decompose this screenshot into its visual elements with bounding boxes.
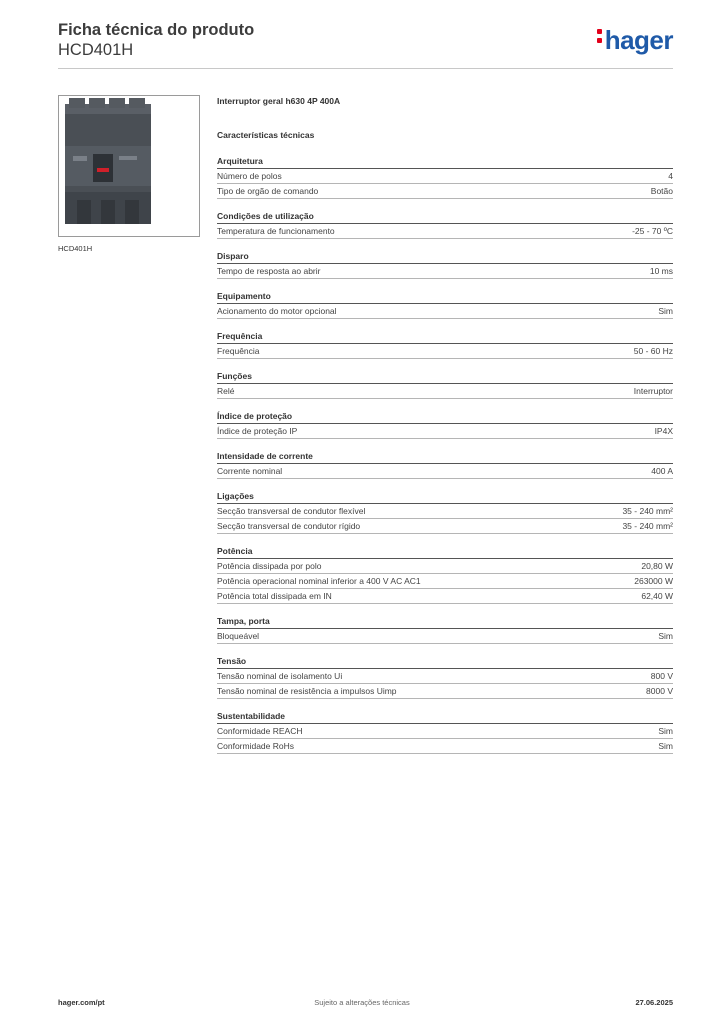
spec-group xyxy=(217,656,673,699)
product-reference: HCD401H xyxy=(58,41,134,59)
spec-group xyxy=(217,291,673,319)
spec-label: Acionamento do motor opcional xyxy=(217,305,337,316)
spec-value: IP4X xyxy=(654,425,673,436)
spec-row xyxy=(217,344,673,359)
spec-value: 800 V xyxy=(650,670,673,681)
spec-group xyxy=(217,371,673,399)
spec-row xyxy=(217,264,673,279)
spec-value: 400 A xyxy=(651,465,673,476)
spec-group-title: Disparo xyxy=(217,251,673,264)
spec-value: 35 - 240 mm² xyxy=(622,505,673,516)
spec-value: Sim xyxy=(658,740,673,751)
spec-group xyxy=(217,451,673,479)
spec-row xyxy=(217,504,673,519)
spec-group-title: Potência xyxy=(217,546,673,559)
spec-value: 20,80 W xyxy=(641,560,673,571)
spec-group xyxy=(217,711,673,754)
spec-row xyxy=(217,684,673,699)
spec-label: Tipo de orgão de comando xyxy=(217,185,319,196)
spec-value: 263000 W xyxy=(634,575,673,586)
spec-label: Secção transversal de condutor rígido xyxy=(217,520,361,531)
spec-label: Tensão nominal de resistência a impulsos Uimp xyxy=(217,685,397,696)
spec-row xyxy=(217,224,673,239)
spec-value: 50 - 60 Hz xyxy=(633,345,673,356)
circuit-breaker-icon xyxy=(59,96,199,236)
spec-value: -25 - 70 ºC xyxy=(632,225,673,236)
spec-value: Sim xyxy=(658,305,673,316)
spec-row xyxy=(217,629,673,644)
spec-row xyxy=(217,304,673,319)
spec-group xyxy=(217,491,673,534)
spec-row xyxy=(217,184,673,199)
spec-group-title: Intensidade de corrente xyxy=(217,451,673,464)
spec-label: Conformidade REACH xyxy=(217,725,303,736)
spec-group xyxy=(217,156,673,199)
spec-value: 35 - 240 mm² xyxy=(622,520,673,531)
footer-note: Sujeito a alterações técnicas xyxy=(314,998,410,1007)
spec-row xyxy=(217,519,673,534)
spec-value: Sim xyxy=(658,725,673,736)
spec-group xyxy=(217,211,673,239)
product-image xyxy=(58,95,200,237)
spec-label: Bloqueável xyxy=(217,630,260,641)
spec-label: Índice de proteção IP xyxy=(217,425,298,436)
spec-row xyxy=(217,574,673,589)
spec-label: Tempo de resposta ao abrir xyxy=(217,265,321,276)
spec-label: Relé xyxy=(217,385,235,396)
spec-group-title: Sustentabilidade xyxy=(217,711,673,724)
spec-group-title: Ligações xyxy=(217,491,673,504)
hager-logo: hager xyxy=(597,26,673,54)
spec-content xyxy=(217,96,673,754)
spec-group-title: Condições de utilização xyxy=(217,211,673,224)
image-caption: HCD401H xyxy=(58,244,93,253)
spec-group-title: Índice de proteção xyxy=(217,411,673,424)
footer-website: hager.com/pt xyxy=(58,998,105,1007)
spec-group-title: Arquitetura xyxy=(217,156,673,169)
document-title: Ficha técnica do produto xyxy=(58,21,255,39)
header-divider xyxy=(58,68,673,69)
spec-value: 8000 V xyxy=(646,685,673,696)
spec-group xyxy=(217,616,673,644)
spec-group-title: Tensão xyxy=(217,656,673,669)
spec-value: Sim xyxy=(658,630,673,641)
spec-row xyxy=(217,589,673,604)
spec-label: Frequência xyxy=(217,345,260,356)
logo-dots-icon xyxy=(597,25,603,47)
spec-label: Secção transversal de condutor flexível xyxy=(217,505,366,516)
document-header xyxy=(58,20,673,68)
spec-value: 4 xyxy=(668,170,673,181)
spec-label: Número de polos xyxy=(217,170,282,181)
spec-label: Potência total dissipada em IN xyxy=(217,590,332,601)
spec-row xyxy=(217,464,673,479)
footer-date: 27.06.2025 xyxy=(635,998,673,1007)
spec-group-title: Funções xyxy=(217,371,673,384)
spec-value: Interruptor xyxy=(633,385,673,396)
spec-group-title: Equipamento xyxy=(217,291,673,304)
section-title: Características técnicas xyxy=(217,130,315,140)
spec-group-title: Tampa, porta xyxy=(217,616,673,629)
spec-label: Temperatura de funcionamento xyxy=(217,225,335,236)
spec-label: Conformidade RoHs xyxy=(217,740,295,751)
spec-row xyxy=(217,424,673,439)
spec-row xyxy=(217,669,673,684)
product-name: Interruptor geral h630 4P 400A xyxy=(217,96,341,106)
spec-value: 10 ms xyxy=(649,265,673,276)
spec-group-title: Frequência xyxy=(217,331,673,344)
spec-row xyxy=(217,384,673,399)
spec-group xyxy=(217,331,673,359)
spec-value: 62,40 W xyxy=(641,590,673,601)
spec-groups xyxy=(217,156,673,754)
spec-label: Potência operacional nominal inferior a 400 V AC AC1 xyxy=(217,575,421,586)
spec-row xyxy=(217,724,673,739)
spec-label: Corrente nominal xyxy=(217,465,283,476)
spec-group xyxy=(217,251,673,279)
spec-row xyxy=(217,169,673,184)
spec-row xyxy=(217,559,673,574)
spec-value: Botão xyxy=(650,185,673,196)
spec-label: Potência dissipada por polo xyxy=(217,560,322,571)
spec-row xyxy=(217,739,673,754)
spec-label: Tensão nominal de isolamento Ui xyxy=(217,670,343,681)
spec-group xyxy=(217,411,673,439)
spec-group xyxy=(217,546,673,604)
